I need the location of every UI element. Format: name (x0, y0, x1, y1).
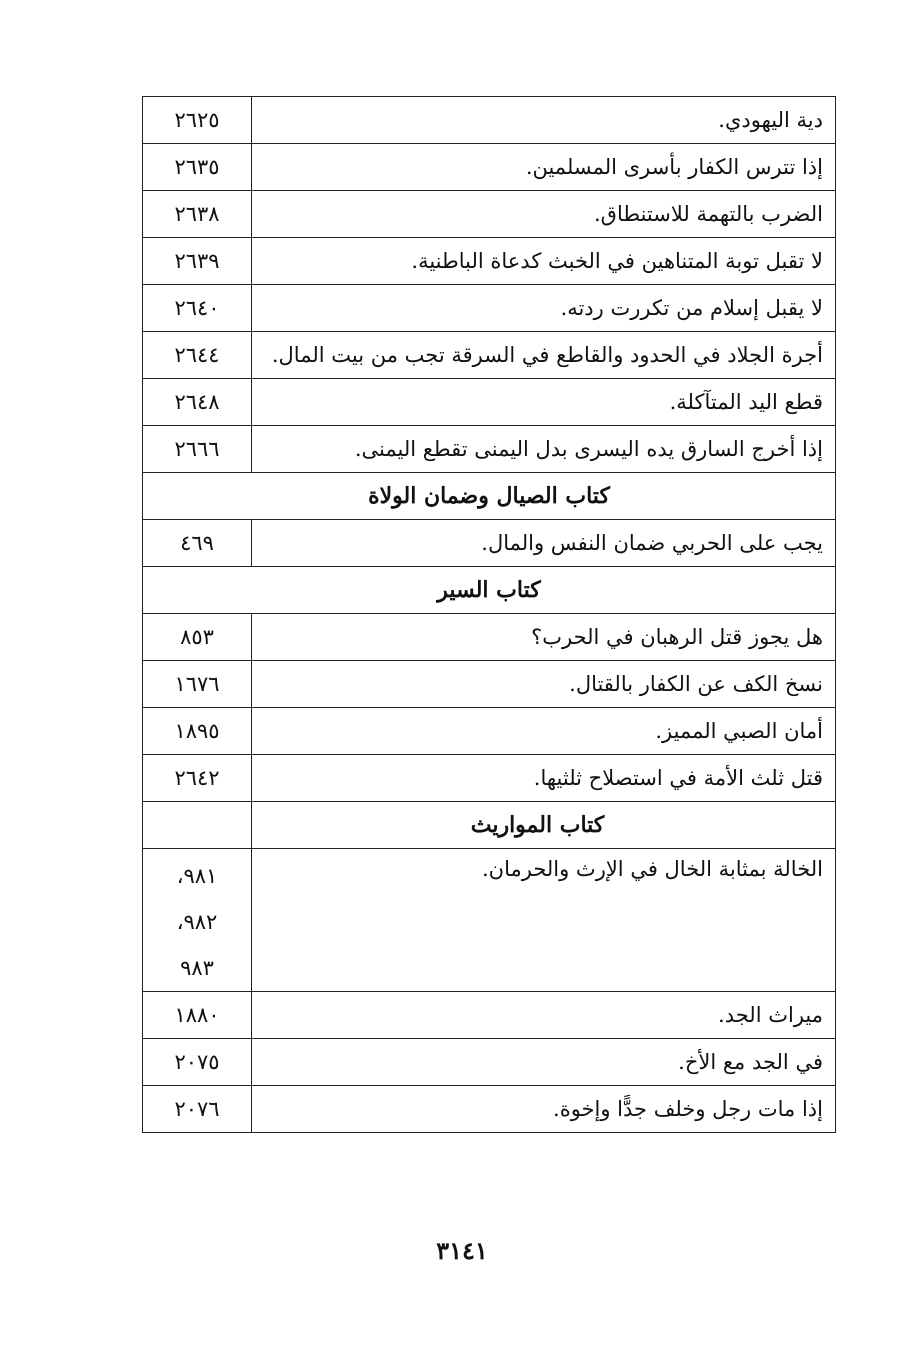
topic-cell: لا يقبل إسلام من تكررت ردته. (252, 285, 836, 332)
topic-cell: في الجد مع الأخ. (252, 1039, 836, 1086)
index-table (142, 96, 836, 1133)
ref-number: ٩٨٢، (176, 910, 218, 934)
table-row (143, 708, 836, 755)
table-row (143, 332, 836, 379)
table-row (143, 426, 836, 473)
topic-cell: قتل ثلث الأمة في استصلاح ثلثيها. (252, 755, 836, 802)
index-table-body (143, 97, 836, 1133)
ref-cell: ٢٦٣٨ (143, 191, 252, 238)
section-title: كتاب الصيال وضمان الولاة (143, 473, 836, 520)
ref-cell: ٢٦٤٤ (143, 332, 252, 379)
table-row (143, 1086, 836, 1133)
topic-cell: إذا تترس الكفار بأسرى المسلمين. (252, 144, 836, 191)
section-row (143, 567, 836, 614)
table-row (143, 520, 836, 567)
ref-cell: ٢٦٣٥ (143, 144, 252, 191)
index-table-container (142, 96, 823, 1133)
ref-cell: ٢٦٢٥ (143, 97, 252, 144)
topic-cell: لا تقبل توبة المتناهين في الخبث كدعاة الباطنية. (252, 238, 836, 285)
ref-cell: ٢٦٤٨ (143, 379, 252, 426)
ref-cell (143, 849, 252, 992)
ref-cell: ١٨٩٥ (143, 708, 252, 755)
table-row (143, 285, 836, 332)
table-row (143, 1039, 836, 1086)
ref-cell: ٢٠٧٥ (143, 1039, 252, 1086)
ref-cell: ٢٠٧٦ (143, 1086, 252, 1133)
topic-cell: أجرة الجلاد في الحدود والقاطع في السرقة تجب من بيت المال. (252, 332, 836, 379)
table-row (143, 849, 836, 992)
ref-cell: ٢٦٤٠ (143, 285, 252, 332)
ref-cell: ٨٥٣ (143, 614, 252, 661)
ref-number: ٩٨٣ (180, 956, 214, 980)
ref-cell: ٢٦٣٩ (143, 238, 252, 285)
table-row (143, 238, 836, 285)
ref-number: ٩٨١، (176, 864, 218, 888)
table-row (143, 614, 836, 661)
topic-cell: إذا مات رجل وخلف جدًّا وإخوة. (252, 1086, 836, 1133)
ref-cell: ٢٦٦٦ (143, 426, 252, 473)
section-ref-cell (143, 802, 252, 849)
ref-cell: ١٦٧٦ (143, 661, 252, 708)
section-row (143, 802, 836, 849)
table-row (143, 755, 836, 802)
topic-cell: أمان الصبي المميز. (252, 708, 836, 755)
ref-cell: ١٨٨٠ (143, 992, 252, 1039)
table-row (143, 97, 836, 144)
topic-cell: إذا أخرج السارق يده اليسرى بدل اليمنى تقطع اليمنى. (252, 426, 836, 473)
ref-cell: ٤٦٩ (143, 520, 252, 567)
page-number: ٣١٤١ (436, 1236, 488, 1265)
table-row (143, 379, 836, 426)
topic-cell: نسخ الكف عن الكفار بالقتال. (252, 661, 836, 708)
table-row (143, 661, 836, 708)
topic-cell: هل يجوز قتل الرهبان في الحرب؟ (252, 614, 836, 661)
section-title: كتاب المواريث (252, 802, 836, 849)
table-row (143, 191, 836, 238)
topic-cell: ميراث الجد. (252, 992, 836, 1039)
section-row (143, 473, 836, 520)
topic-cell: الضرب بالتهمة للاستنطاق. (252, 191, 836, 238)
topic-cell: يجب على الحربي ضمان النفس والمال. (252, 520, 836, 567)
table-row (143, 992, 836, 1039)
table-row (143, 144, 836, 191)
topic-cell: قطع اليد المتآكلة. (252, 379, 836, 426)
topic-cell: الخالة بمثابة الخال في الإرث والحرمان. (252, 849, 836, 992)
ref-cell: ٢٦٤٢ (143, 755, 252, 802)
topic-cell: دية اليهودي. (252, 97, 836, 144)
section-title: كتاب السير (143, 567, 836, 614)
